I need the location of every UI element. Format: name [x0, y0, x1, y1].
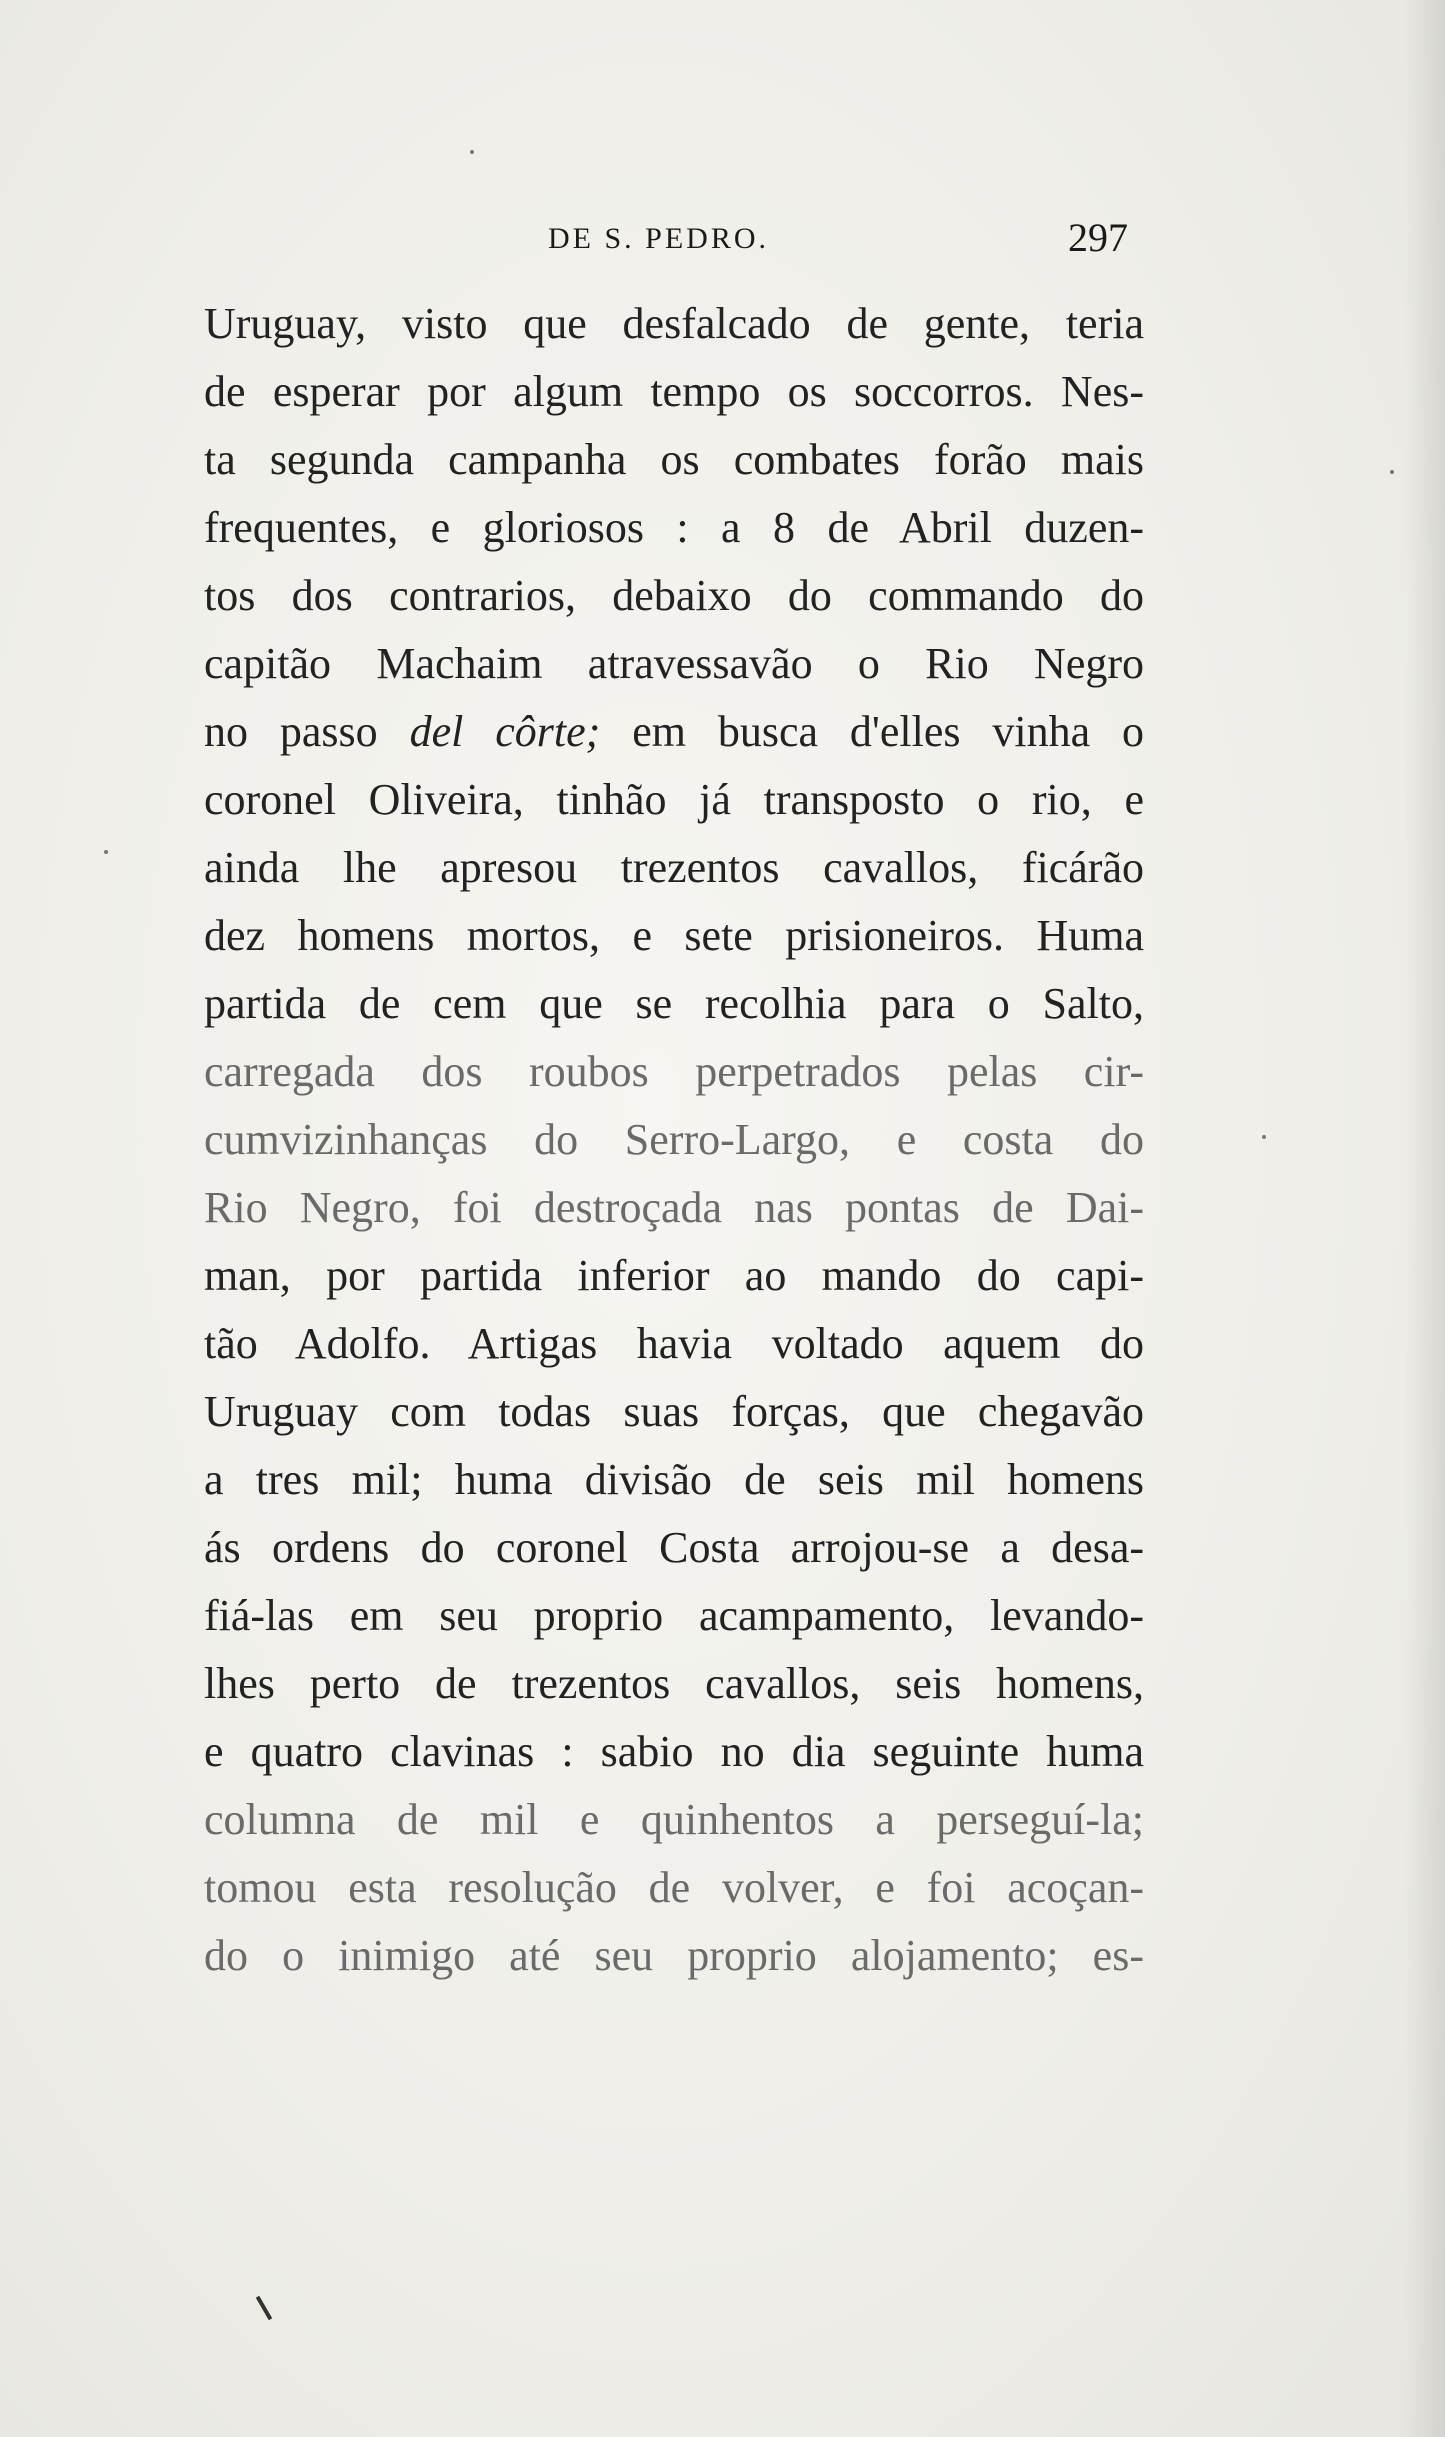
text-line: frequentes, e gloriosos : a 8 de Abril duzen- — [204, 503, 1144, 552]
text-line: carregada dos roubos perpetrados pelas cir- — [204, 1047, 1144, 1096]
text-line: ta segunda campanha os combates forão mais — [204, 435, 1144, 484]
ink-mark — [256, 2296, 272, 2321]
page-number: 297 — [1068, 215, 1128, 260]
text-line: Uruguay, visto que desfalcado de gente, teria — [204, 299, 1144, 348]
text-line: man, por partida inferior ao mando do capi- — [204, 1251, 1144, 1300]
text-line: tão Adolfo. Artigas havia voltado aquem do — [204, 1319, 1144, 1368]
running-head: DE S. PEDRO. — [548, 222, 770, 255]
italic-phrase: del côrte; — [409, 707, 601, 756]
text-line: columna de mil e quinhentos a perseguí-la; — [204, 1795, 1144, 1844]
body-text — [204, 290, 1144, 1990]
text-line: de esperar por algum tempo os soccorros. Nes- — [204, 367, 1144, 416]
text-line: Uruguay com todas suas forças, que chegavão — [204, 1387, 1144, 1436]
text-line: tos dos contrarios, debaixo do commando do — [204, 571, 1144, 620]
text-line: tomou esta resolução de volver, e foi acoçan- — [204, 1863, 1144, 1912]
text-segment: no passo — [204, 707, 378, 756]
text-line: lhes perto de trezentos cavallos, seis homens, — [204, 1659, 1144, 1708]
text-line: cumvizinhanças do Serro-Largo, e costa do — [204, 1115, 1144, 1164]
text-line: partida de cem que se recolhia para o Salto, — [204, 979, 1144, 1028]
text-line: coronel Oliveira, tinhão já transposto o rio, e — [204, 775, 1144, 824]
text-line: capitão Machaim atravessavão o Rio Negro — [204, 639, 1144, 688]
text-line-with-italic — [204, 698, 1144, 766]
paper-speck — [1390, 470, 1394, 474]
text-line: ainda lhe apresou trezentos cavallos, ficárão — [204, 843, 1144, 892]
text-line: e quatro clavinas : sabio no dia seguinte huma — [204, 1727, 1144, 1776]
paper-speck — [1262, 1135, 1266, 1139]
text-line: dez homens mortos, e sete prisioneiros. Huma — [204, 911, 1144, 960]
paper-speck — [104, 850, 108, 854]
text-line: ás ordens do coronel Costa arrojou-se a desa- — [204, 1523, 1144, 1572]
text-line: fiá-las em seu proprio acampamento, levando- — [204, 1591, 1144, 1640]
text-line: do o inimigo até seu proprio alojamento; es- — [204, 1931, 1144, 1980]
text-line: a tres mil; huma divisão de seis mil homens — [204, 1455, 1144, 1504]
text-segment: em busca d'elles vinha o — [632, 707, 1145, 756]
text-line: Rio Negro, foi destroçada nas pontas de Dai- — [204, 1183, 1144, 1232]
page-edge-shadow — [1405, 0, 1445, 2437]
paper-speck — [470, 150, 474, 154]
